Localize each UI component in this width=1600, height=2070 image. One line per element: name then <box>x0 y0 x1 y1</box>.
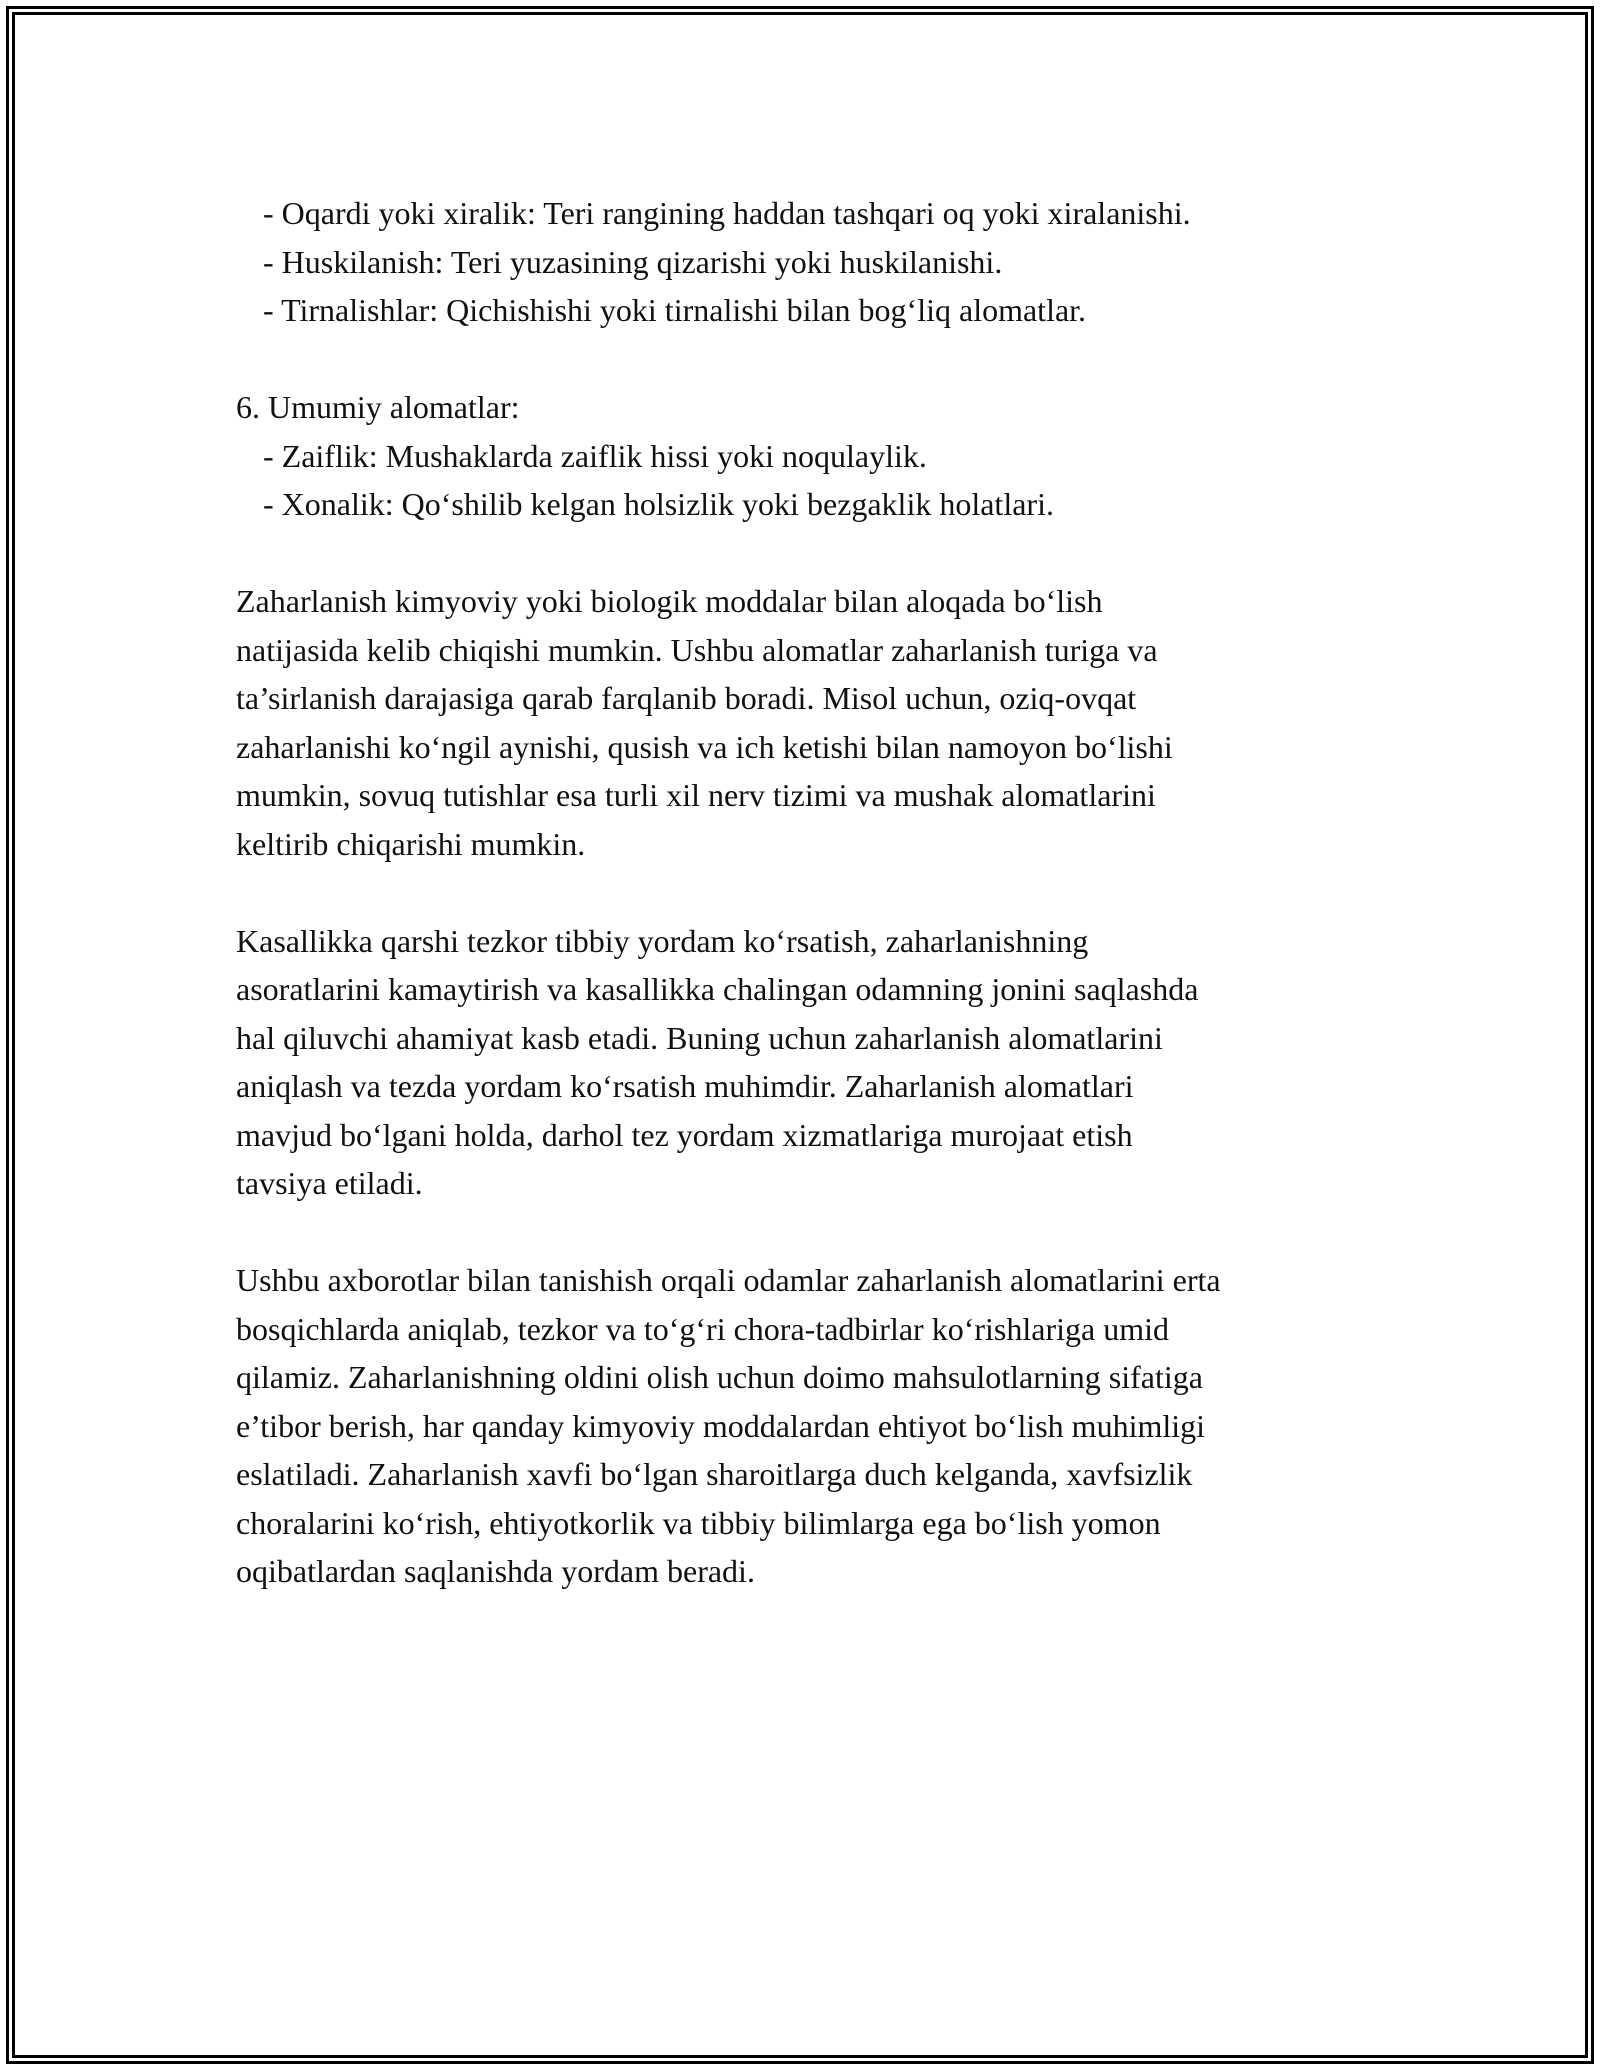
paragraph-first-aid <box>236 917 1376 1208</box>
paragraph-line: tavsiya etiladi. <box>236 1165 423 1201</box>
paragraph-line: keltirib chiqarishi mumkin. <box>236 825 586 862</box>
paragraph-line: Zaharlanish kimyoviy yoki biologik moddalar bilan aloqada bo‘lish <box>236 583 1103 619</box>
paragraph-line: mumkin, sovuq tutishlar esa turli xil nerv tizimi va mushak alomatlarini <box>236 777 1156 813</box>
paragraph-line: bosqichlarda aniqlab, tezkor va to‘g‘ri chora-tadbirlar ko‘rishlariga umid <box>236 1310 1169 1347</box>
list-item-xonalik: - Xonalik: Qo‘shilib kelgan holsizlik yoki bezgaklik holatlari. <box>263 486 1054 522</box>
paragraph-line: choralarini ko‘rish, ehtiyotkorlik va tibbiy bilimlarga ega bo‘lish yomon <box>236 1504 1161 1541</box>
spacer <box>236 529 1376 578</box>
spacer <box>236 335 1376 384</box>
section-heading: 6. Umumiy alomatlar: <box>236 389 520 425</box>
spacer <box>236 868 1376 917</box>
paragraph-line: Ushbu axborotlar bilan tanishish orqali odamlar zaharlanish alomatlarini erta <box>236 1262 1221 1298</box>
paragraph-line: natijasida kelib chiqishi mumkin. Ushbu alomatlar zaharlanish turiga va <box>236 631 1158 668</box>
list-item-tirnalishlar: - Tirnalishlar: Qichishishi yoki tirnalishi bilan bog‘liq alomatlar. <box>263 292 1087 328</box>
paragraph-line: e’tibor berish, har qanday kimyoviy moddalardan ehtiyot bo‘lish muhimligi <box>236 1407 1206 1444</box>
list-item-zaiflik: - Zaiflik: Mushaklarda zaiflik hissi yoki noqulaylik. <box>263 437 927 474</box>
paragraph-line: Kasallikka qarshi tezkor tibbiy yordam ko‘rsatish, zaharlanishning <box>236 922 1089 959</box>
paragraph-line: oqibatlardan saqlanishda yordam beradi. <box>236 1553 755 1589</box>
paragraph-line: hal qiluvchi ahamiyat kasb etadi. Buning uchun zaharlanish alomatlarini <box>236 1019 1163 1056</box>
section-5-list <box>236 189 1376 335</box>
list-item-huskilanish: - Huskilanish: Teri yuzasining qizarishi yoki huskilanishi. <box>263 243 1003 280</box>
paragraph-line: aniqlash va tezda yordam ko‘rsatish muhimdir. Zaharlanish alomatlari <box>236 1068 1134 1104</box>
paragraph-line: mavjud bo‘lgani holda, darhol tez yordam xizmatlariga murojaat etish <box>236 1116 1133 1153</box>
paragraph-line: ta’sirlanish darajasiga qarab farqlanib boradi. Misol uchun, oziq-ovqat <box>236 680 1137 716</box>
list-item-oqardi: - Oqardi yoki xiralik: Teri rangining haddan tashqari oq yoki xiralanishi. <box>263 195 1191 231</box>
paragraph-conclusion <box>236 1256 1376 1596</box>
paragraph-line: eslatiladi. Zaharlanish xavfi bo‘lgan sharoitlarga duch kelganda, xavfsizlik <box>236 1456 1193 1492</box>
spacer <box>236 1208 1376 1257</box>
paragraph-line: asoratlarini kamaytirish va kasallikka chalingan odamning jonini saqlashda <box>236 971 1199 1007</box>
document-body <box>236 189 1376 1596</box>
paragraph-causes <box>236 577 1376 868</box>
paragraph-line: qilamiz. Zaharlanishning oldini olish uchun doimo mahsulotlarning sifatiga <box>236 1359 1203 1395</box>
section-6 <box>236 383 1376 529</box>
paragraph-line: zaharlanishi ko‘ngil aynishi, qusish va ich ketishi bilan namoyon bo‘lishi <box>236 728 1173 765</box>
